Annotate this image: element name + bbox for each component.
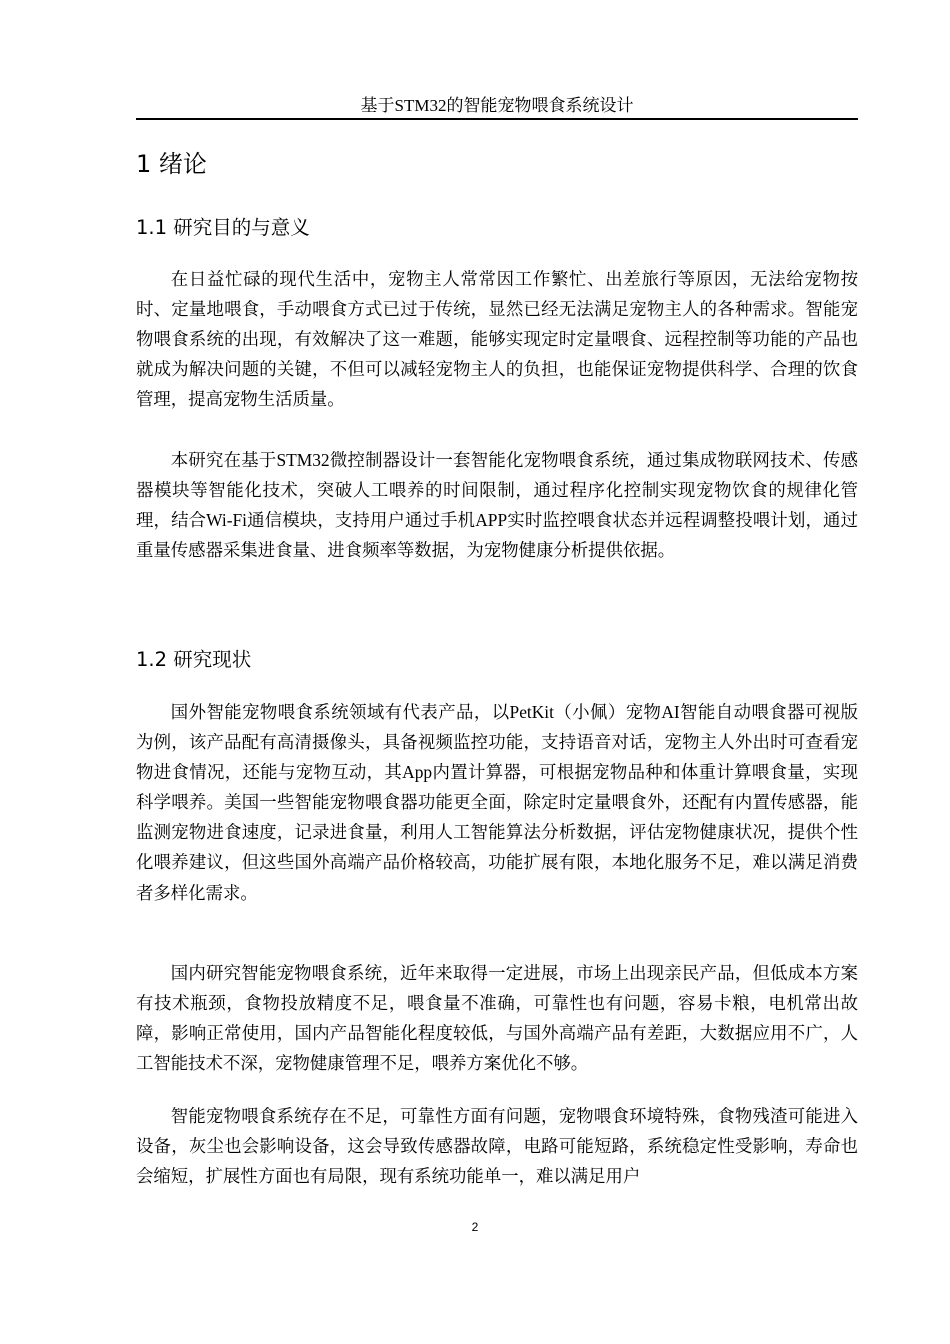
paragraph: 国外智能宠物喂食系统领域有代表产品，以PetKit（小佩）宠物AI智能自动喂食器可视版为例，该产品配有高清摄像头，具备视频监控功能，支持语音对话，宠物主人外出时可查看宠物进食情况，还能与宠物互动，其App内置计算器，可根据宠物品种和体重计算喂食量，实现科学喂养。美国一些智能宠物喂食器功能更全面，除定时定量喂食外，还配有内置传感器，能监测宠物进食速度，记录进食量，利用人工智能算法分析数据，评估宠物健康状况，提供个性化喂养建议，但这些国外高端产品价格较高，功能扩展有限，本地化服务不足，难以满足消费者多样化需求。 <box>136 702 858 903</box>
section-title-1-2: 1.2 研究现状 <box>136 648 252 671</box>
section-title-1-1: 1.1 研究目的与意义 <box>136 216 310 239</box>
running-header: 基于STM32的智能宠物喂食系统设计 <box>360 96 634 115</box>
header-rule <box>136 118 858 120</box>
page-number: 2 <box>471 1220 479 1234</box>
chapter-title: 1 绪论 <box>136 150 207 178</box>
paragraph: 本研究在基于STM32微控制器设计一套智能化宠物喂食系统，通过集成物联网技术、传感器模块等智能化技术，突破人工喂养的时间限制，通过程序化控制实现宠物饮食的规律化管理，结合Wi-Fi通信模块，支持用户通过手机APP实时监控喂食状态并远程调整投喂计划，通过重量传感器采集进食量、进食频率等数据，为宠物健康分析提供依据。 <box>136 450 858 561</box>
paragraph: 在日益忙碌的现代生活中，宠物主人常常因工作繁忙、出差旅行等原因，无法给宠物按时、定量地喂食，手动喂食方式已过于传统，显然已经无法满足宠物主人的各种需求。智能宠物喂食系统的出现，有效解决了这一难题，能够实现定时定量喂食、远程控制等功能的产品也就成为解决问题的关键，不但可以减轻宠物主人的负担，也能保证宠物提供科学、合理的饮食管理，提高宠物生活质量。 <box>136 269 858 410</box>
paragraph: 国内研究智能宠物喂食系统，近年来取得一定进展，市场上出现亲民产品，但低成本方案有技术瓶颈，食物投放精度不足，喂食量不准确，可靠性也有问题，容易卡粮，电机常出故障，影响正常使用，国内产品智能化程度较低，与国外高端产品有差距，大数据应用不广，人工智能技术不深，宠物健康管理不足，喂养方案优化不够。 <box>136 963 858 1074</box>
paragraph: 智能宠物喂食系统存在不足，可靠性方面有问题，宠物喂食环境特殊，食物残渣可能进入设备，灰尘也会影响设备，这会导致传感器故障，电路可能短路，系统稳定性受影响，寿命也会缩短，扩展性方面也有局限，现有系统功能单一，难以满足用户 <box>136 1106 858 1187</box>
